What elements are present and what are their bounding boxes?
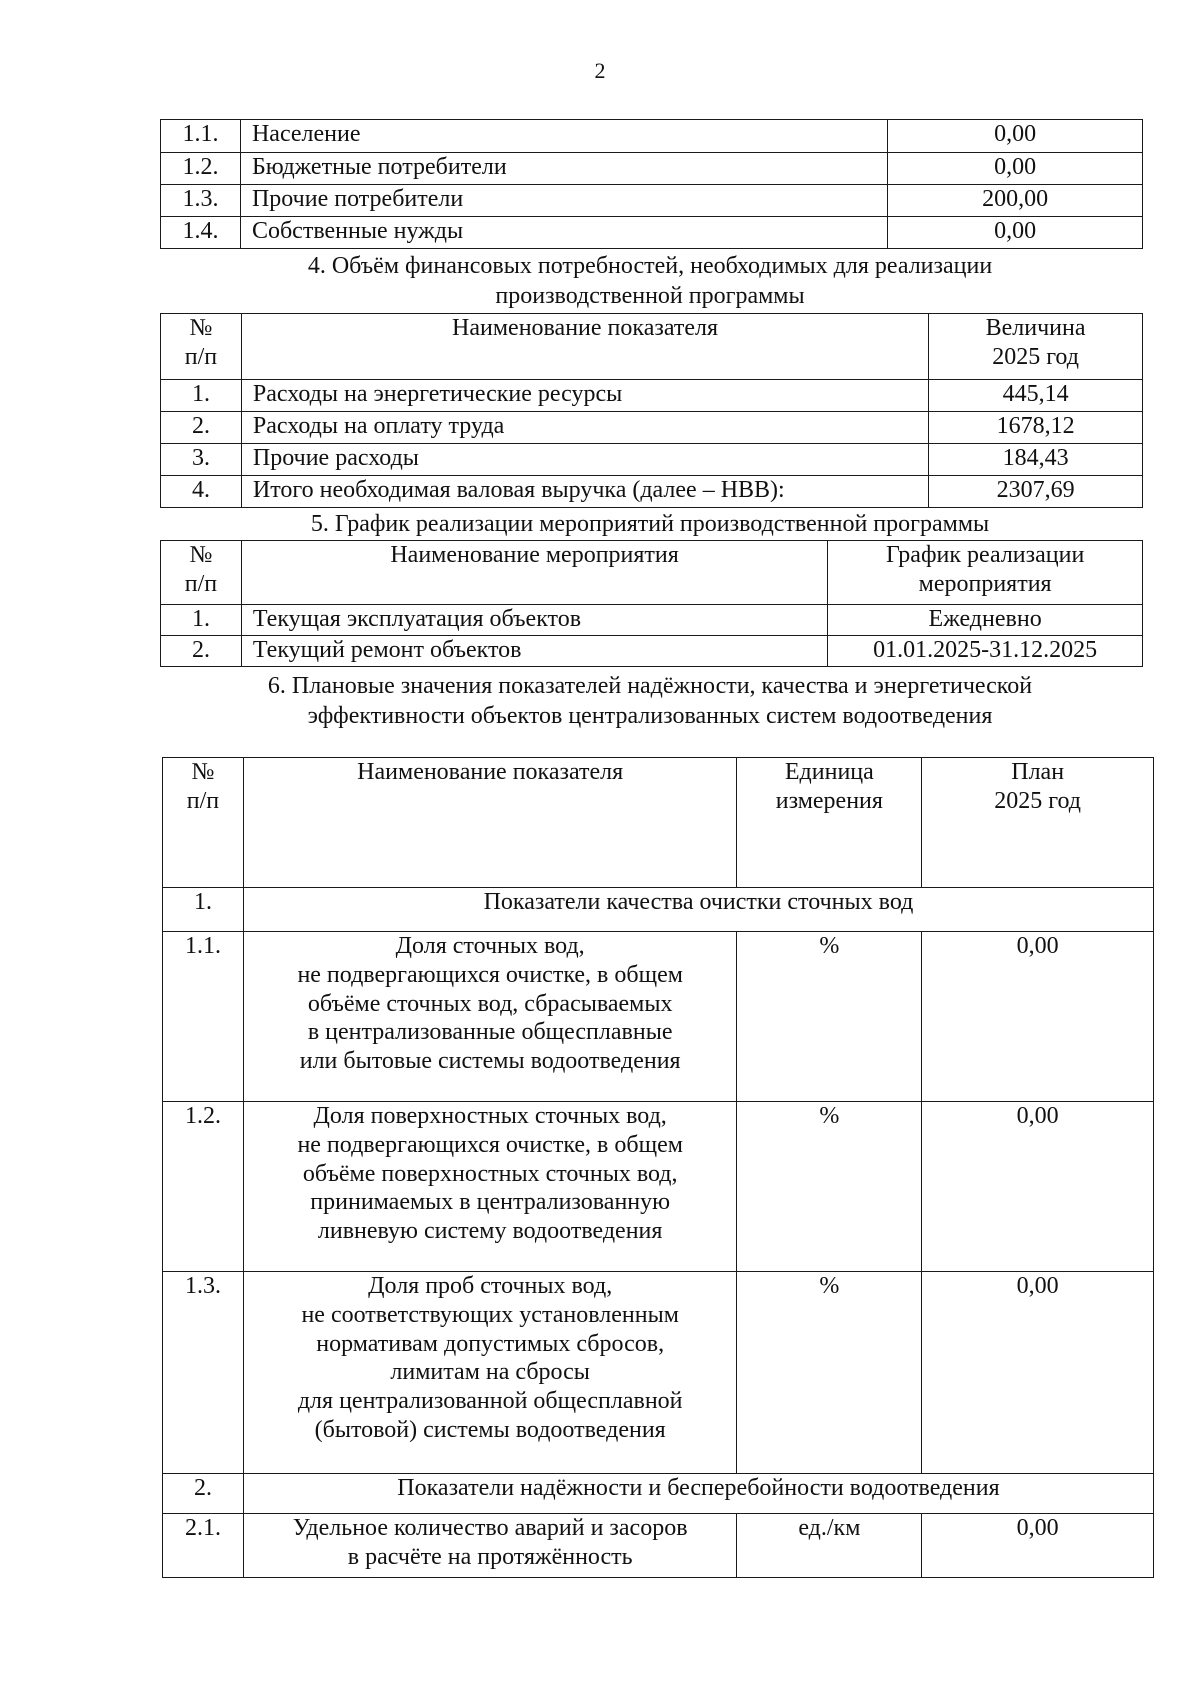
section-4-title: 4. Объём финансовых потребностей, необходимых для реализации производственной программы — [307, 253, 993, 309]
row-name: Расходы на оплату труда — [241, 412, 928, 444]
indicators-table — [162, 757, 1154, 1578]
row-plan: 0,00 — [922, 932, 1154, 1102]
row-plan: 0,00 — [922, 1514, 1154, 1578]
row-number: 2.1. — [163, 1514, 244, 1578]
column-header-name: Наименование мероприятия — [241, 541, 827, 605]
group-title: Показатели качества очистки сточных вод — [243, 888, 1153, 932]
row-name: Прочие потребители — [240, 185, 887, 217]
table-row — [161, 380, 1143, 412]
group-number: 1. — [163, 888, 244, 932]
group-row — [163, 1474, 1154, 1514]
row-name: Текущий ремонт объектов — [241, 636, 827, 667]
row-number: 3. — [161, 444, 242, 476]
row-number: 4. — [161, 476, 242, 508]
column-header-number: № п/п — [161, 314, 242, 380]
consumers-table — [160, 119, 1143, 249]
table-row — [161, 476, 1143, 508]
column-header-plan: План 2025 год — [922, 758, 1154, 888]
table-header-row — [161, 314, 1143, 380]
column-header-number: № п/п — [161, 541, 242, 605]
row-number: 1.1. — [163, 932, 244, 1102]
row-value: 0,00 — [888, 120, 1143, 153]
page-number: 2 — [594, 58, 606, 83]
row-unit: ед./км — [737, 1514, 922, 1578]
row-value: 1678,12 — [929, 412, 1143, 444]
table-row — [161, 412, 1143, 444]
row-unit: % — [737, 1102, 922, 1272]
column-header-number: № п/п — [163, 758, 244, 888]
row-unit: % — [737, 932, 922, 1102]
table-row — [161, 444, 1143, 476]
section-5-title: 5. График реализации мероприятий производственной программы — [310, 511, 990, 537]
row-plan: 0,00 — [922, 1272, 1154, 1474]
row-name: Доля сточных вод, не подвергающихся очистке, в общем объёме сточных вод, сбрасываемых в централизованные общесплавные или бытовые системы водоотведения — [243, 932, 736, 1102]
row-number: 1. — [161, 605, 242, 636]
row-name: Собственные нужды — [240, 217, 887, 249]
table-row — [163, 932, 1154, 1102]
row-name: Доля проб сточных вод, не соответствующих установленным нормативам допустимых сбросов, лимитам на сбросы для централизованной общесплавной (бытовой) системы водоотведения — [243, 1272, 736, 1474]
table-row — [161, 185, 1143, 217]
row-name: Текущая эксплуатация объектов — [241, 605, 827, 636]
row-name: Население — [240, 120, 887, 153]
group-title: Показатели надёжности и бесперебойности водоотведения — [243, 1474, 1153, 1514]
table-header-row — [163, 758, 1154, 888]
table-row — [163, 1514, 1154, 1578]
row-schedule: Ежедневно — [828, 605, 1143, 636]
row-number: 1.2. — [163, 1102, 244, 1272]
column-header-schedule: График реализации мероприятия — [828, 541, 1143, 605]
table-row — [161, 605, 1143, 636]
row-unit: % — [737, 1272, 922, 1474]
table-row — [163, 1272, 1154, 1474]
row-name: Прочие расходы — [241, 444, 928, 476]
column-header-unit: Единица измерения — [737, 758, 922, 888]
row-value: 200,00 — [888, 185, 1143, 217]
group-row — [163, 888, 1154, 932]
row-name: Удельное количество аварий и засоров в расчёте на протяжённость — [243, 1514, 736, 1578]
table-row — [163, 1102, 1154, 1272]
column-header-value: Величина 2025 год — [929, 314, 1143, 380]
table-row — [161, 217, 1143, 249]
row-number: 1.2. — [161, 153, 241, 185]
table-row — [161, 153, 1143, 185]
row-name: Итого необходимая валовая выручка (далее – НВВ): — [241, 476, 928, 508]
schedule-table — [160, 540, 1143, 667]
row-number: 1.1. — [161, 120, 241, 153]
row-plan: 0,00 — [922, 1102, 1154, 1272]
row-name: Доля поверхностных сточных вод, не подвергающихся очистке, в общем объёме поверхностных сточных вод, принимаемых в централизованную ливневую систему водоотведения — [243, 1102, 736, 1272]
table-row — [161, 636, 1143, 667]
row-number: 1. — [161, 380, 242, 412]
row-number: 2. — [161, 412, 242, 444]
column-header-name: Наименование показателя — [241, 314, 928, 380]
group-number: 2. — [163, 1474, 244, 1514]
financial-needs-table — [160, 313, 1143, 508]
row-value: 445,14 — [929, 380, 1143, 412]
table-row — [161, 120, 1143, 153]
row-number: 1.3. — [161, 185, 241, 217]
row-number: 1.3. — [163, 1272, 244, 1474]
section-6-title: 6. Плановые значения показателей надёжности, качества и энергетической эффективности объектов централизованных систем водоотведения — [267, 673, 1033, 729]
row-value: 184,43 — [929, 444, 1143, 476]
row-value: 0,00 — [888, 217, 1143, 249]
row-number: 1.4. — [161, 217, 241, 249]
row-value: 0,00 — [888, 153, 1143, 185]
row-number: 2. — [161, 636, 242, 667]
row-name: Расходы на энергетические ресурсы — [241, 380, 928, 412]
row-name: Бюджетные потребители — [240, 153, 887, 185]
row-schedule: 01.01.2025-31.12.2025 — [828, 636, 1143, 667]
table-header-row — [161, 541, 1143, 605]
column-header-name: Наименование показателя — [243, 758, 736, 888]
row-value: 2307,69 — [929, 476, 1143, 508]
